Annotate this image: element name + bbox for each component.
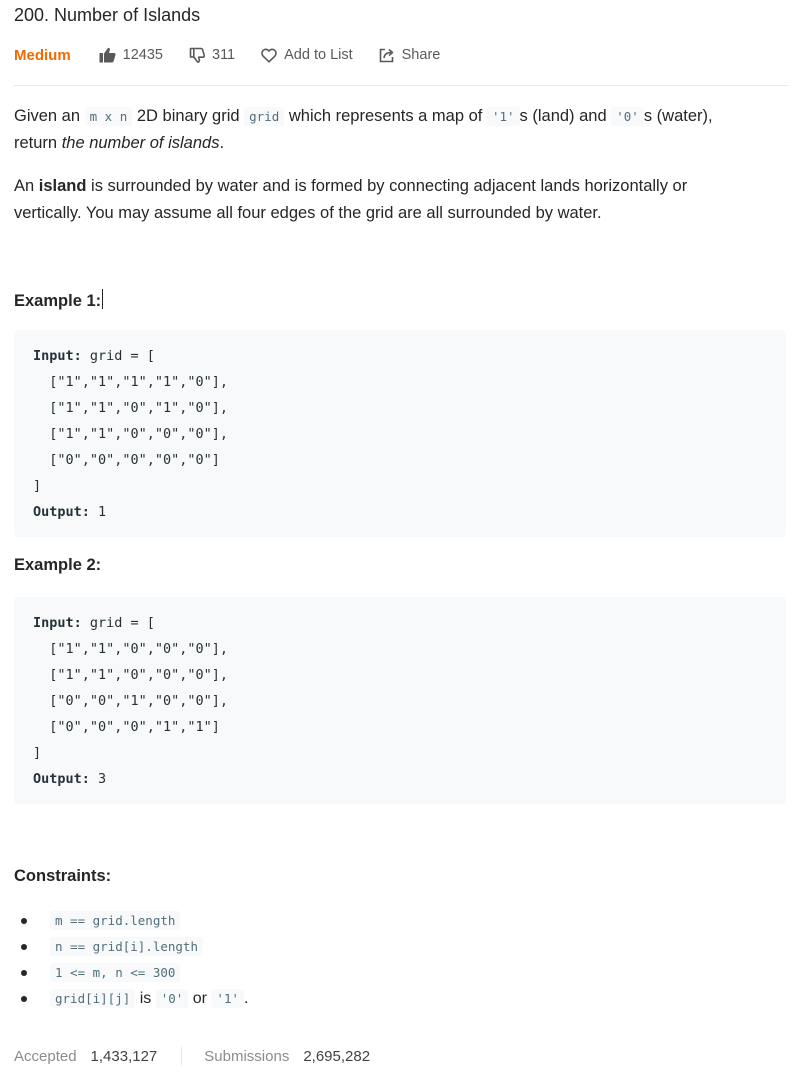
example-1-code-block bbox=[14, 330, 786, 537]
difficulty-label: Medium bbox=[14, 46, 71, 64]
grid-row: ["1","1","1","1","0"], bbox=[33, 374, 229, 390]
input-label: Input: bbox=[33, 348, 82, 364]
share-label: Share bbox=[401, 47, 441, 63]
inline-code: grid bbox=[244, 107, 284, 126]
input-head: grid = [ bbox=[81, 348, 155, 364]
grid-row: ["0","0","0","0","0"] bbox=[33, 452, 220, 468]
emphasis-text: the number of islands bbox=[61, 134, 220, 152]
output-label: Output: bbox=[33, 504, 90, 520]
desc-text: is surrounded by water and is formed by connecting adjacent lands horizontally or bbox=[86, 177, 688, 195]
constraint-text: . bbox=[244, 990, 249, 1007]
output-value: 1 bbox=[89, 504, 107, 520]
dislike-count: 311 bbox=[212, 47, 236, 63]
accepted-value: 1,433,127 bbox=[90, 1047, 158, 1065]
grid-row: ["1","1","0","1","0"], bbox=[33, 400, 229, 416]
example-input-line bbox=[33, 343, 767, 369]
desc-text: vertically. You may assume all four edges of the grid are all surrounded by water. bbox=[14, 204, 602, 222]
input-label: Input: bbox=[33, 615, 82, 631]
stats-divider bbox=[181, 1047, 182, 1065]
thumbs-up-icon bbox=[99, 47, 116, 63]
desc-text: An bbox=[14, 177, 39, 195]
grid-close: ] bbox=[33, 745, 42, 761]
example-input-line bbox=[33, 610, 767, 636]
desc-text: s (water), bbox=[643, 107, 713, 125]
constraint-text: is bbox=[135, 990, 156, 1007]
constraints-heading: Constraints: bbox=[14, 867, 112, 885]
accepted-label: Accepted bbox=[14, 1047, 77, 1065]
header-divider bbox=[14, 85, 788, 86]
list-item bbox=[50, 960, 248, 986]
output-label: Output: bbox=[33, 771, 90, 787]
desc-text: which represents a map of bbox=[284, 107, 487, 125]
like-button[interactable] bbox=[99, 47, 163, 63]
description-paragraph-1 bbox=[14, 103, 784, 157]
grid-close: ] bbox=[33, 478, 42, 494]
submissions-label: Submissions bbox=[204, 1047, 290, 1065]
share-icon bbox=[379, 48, 395, 63]
example-2-code-block bbox=[14, 597, 786, 804]
inline-code: grid[i][j] bbox=[50, 989, 135, 1008]
like-count: 12435 bbox=[122, 47, 163, 63]
inline-code: 1 <= m, n <= 300 bbox=[50, 963, 180, 982]
thumbs-down-icon bbox=[189, 47, 205, 63]
example-output-line bbox=[33, 499, 767, 525]
submission-stats bbox=[14, 1047, 370, 1065]
dislike-button[interactable] bbox=[189, 47, 235, 63]
strong-text: island bbox=[38, 177, 87, 195]
grid-row: ["0","0","1","0","0"], bbox=[33, 693, 229, 709]
desc-text: return bbox=[14, 134, 62, 152]
share-button[interactable] bbox=[379, 47, 441, 63]
inline-code: n == grid[i].length bbox=[50, 937, 203, 956]
text-caret bbox=[102, 289, 103, 309]
description-paragraph-2 bbox=[14, 173, 784, 227]
inline-code: m == grid.length bbox=[50, 911, 180, 930]
problem-meta-bar bbox=[14, 44, 466, 66]
example-1-heading bbox=[14, 289, 103, 311]
add-to-list-label: Add to List bbox=[284, 47, 353, 63]
desc-text: Given an bbox=[14, 107, 85, 125]
example-output-line bbox=[33, 766, 767, 792]
inline-code: '0' bbox=[156, 989, 189, 1008]
constraint-text: or bbox=[188, 990, 212, 1007]
problem-title: 200. Number of Islands bbox=[14, 5, 201, 25]
grid-row: ["1","1","0","0","0"], bbox=[33, 641, 229, 657]
desc-text: 2D binary grid bbox=[132, 107, 245, 125]
submissions-value: 2,695,282 bbox=[303, 1047, 371, 1065]
desc-text: s (land) and bbox=[519, 107, 612, 125]
desc-text: . bbox=[219, 134, 225, 152]
inline-code: '1' bbox=[211, 989, 244, 1008]
list-item bbox=[50, 934, 248, 960]
add-to-list-button[interactable] bbox=[261, 47, 353, 63]
input-head: grid = [ bbox=[81, 615, 155, 631]
grid-row: ["0","0","0","1","1"] bbox=[33, 719, 220, 735]
inline-code: '0' bbox=[611, 107, 644, 126]
grid-row: ["1","1","0","0","0"], bbox=[33, 426, 229, 442]
heart-icon bbox=[261, 48, 277, 63]
output-value: 3 bbox=[89, 771, 107, 787]
example-1-heading-text: Example 1: bbox=[14, 292, 102, 310]
constraints-list bbox=[14, 908, 248, 1012]
example-2-heading: Example 2: bbox=[14, 556, 102, 574]
list-item bbox=[50, 986, 248, 1012]
inline-code: '1' bbox=[487, 107, 520, 126]
grid-row: ["1","1","0","0","0"], bbox=[33, 667, 229, 683]
inline-code: m x n bbox=[85, 107, 133, 126]
list-item bbox=[50, 908, 248, 934]
